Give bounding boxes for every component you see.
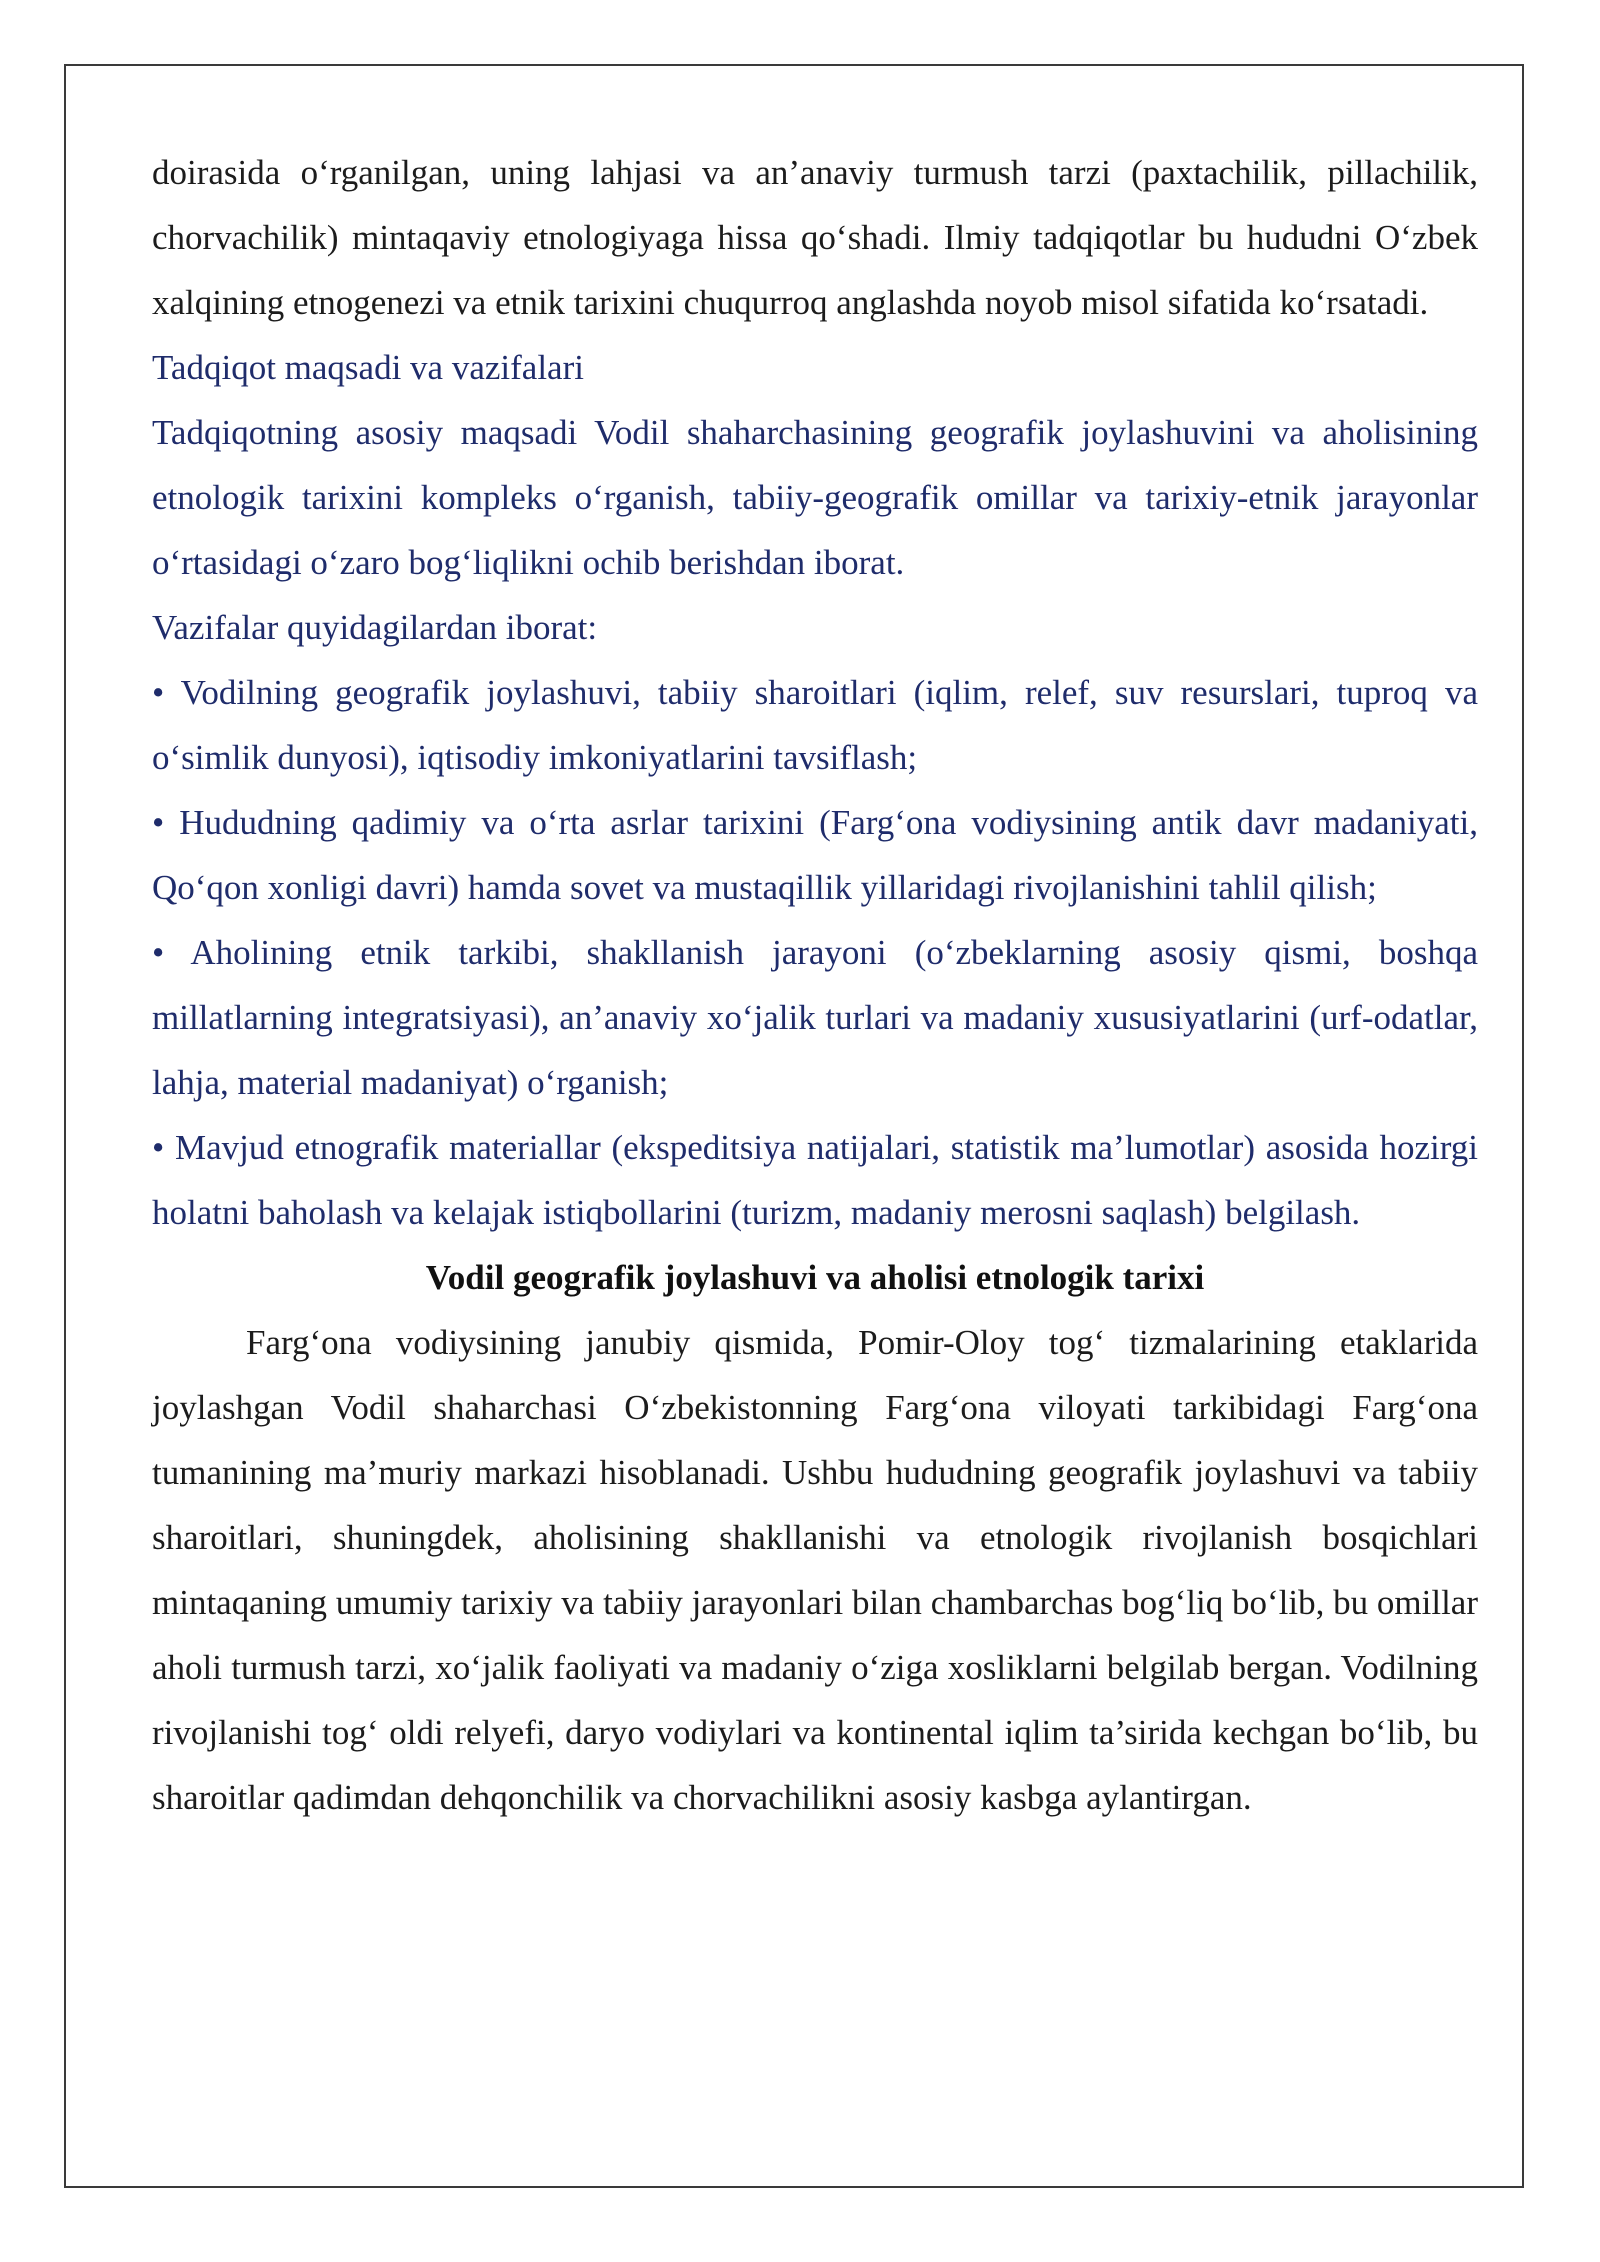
goals-heading: Tadqiqot maqsadi va vazifalari: [152, 348, 584, 387]
tasks-intro: Vazifalar quyidagilardan iborat:: [152, 608, 598, 647]
document-body: [152, 140, 1478, 1830]
task-item: • Hududning qadimiy va o‘rta asrlar tarixini (Farg‘ona vodiysining antik davr madaniyati, Qo‘qon xonligi davri) hamda sovet va mustaqillik yillaridagi rivojlanishini tahlil qilish;: [152, 803, 1478, 907]
task-item: • Aholining etnik tarkibi, shakllanish jarayoni (o‘zbeklarning asosiy qismi, boshqa millatlarning integratsiyasi), an’anaviy xo‘jalik turlari va madaniy xususiyatlarini (urf-odatlar, lahja, material madaniyat) o‘rganish;: [152, 933, 1478, 1102]
task-item: • Vodilning geografik joylashuvi, tabiiy sharoitlari (iqlim, relef, suv resurslari, tuproq va o‘simlik dunyosi), iqtisodiy imkoniyatlarini tavsiflash;: [152, 673, 1478, 777]
goals-paragraph: Tadqiqotning asosiy maqsadi Vodil shaharchasining geografik joylashuvini va aholisining etnologik tarixini kompleks o‘rganish, tabiiy-geografik omillar va tarixiy-etnik jarayonlar o‘rtasidagi o‘zaro bog‘liqlikni ochib berishdan iborat.: [152, 413, 1478, 582]
section-heading: Vodil geografik joylashuvi va aholisi etnologik tarixi: [425, 1258, 1205, 1297]
section-paragraph: Farg‘ona vodiysining janubiy qismida, Pomir-Oloy tog‘ tizmalarining etaklarida joylashgan Vodil shaharchasi O‘zbekistonning Farg‘ona viloyati tarkibidagi Farg‘ona tumanining ma’muriy markazi hisoblanadi. Ushbu hududning geografik joylashuvi va tabiiy sharoitlari, shuningdek, aholisining shakllanishi va etnologik rivojlanish bosqichlari mintaqaning umumiy tarixiy va tabiiy jarayonlari bilan chambarchas bog‘liq bo‘lib, bu omillar aholi turmush tarzi, xo‘jalik faoliyati va madaniy o‘ziga xosliklarni belgilab bergan. Vodilning rivojlanishi tog‘ oldi relyefi, daryo vodiylari va kontinental iqlim ta’sirida kechgan bo‘lib, bu sharoitlar qadimdan dehqonchilik va chorvachilikni asosiy kasbga aylantirgan.: [152, 1323, 1478, 1817]
task-item: • Mavjud etnografik materiallar (ekspeditsiya natijalari, statistik ma’lumotlar) asosida hozirgi holatni baholash va kelajak istiqbollarini (turizm, madaniy merosni saqlash) belgilash.: [152, 1128, 1478, 1232]
intro-paragraph: doirasida o‘rganilgan, uning lahjasi va an’anaviy turmush tarzi (paxtachilik, pillachilik, chorvachilik) mintaqaviy etnologiyaga hissa qo‘shadi. Ilmiy tadqiqotlar bu hududni O‘zbek xalqining etnogenezi va etnik tarixini chuqurroq anglashda noyob misol sifatida ko‘rsatadi.: [152, 153, 1478, 322]
